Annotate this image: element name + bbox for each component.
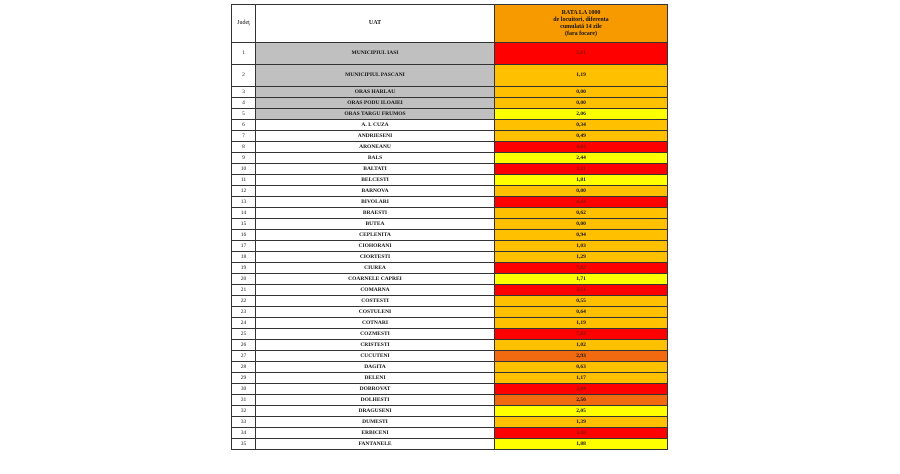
row-index: 33 [232, 417, 256, 428]
row-uat-name: BARNOVA [256, 186, 495, 197]
row-rate-value: 0,00 [495, 219, 668, 230]
row-rate-value: 0,00 [495, 186, 668, 197]
row-uat-name: CIUREA [256, 263, 495, 274]
table-row [232, 153, 668, 164]
row-rate-value: 3,84 [495, 384, 668, 395]
row-index: 12 [232, 186, 256, 197]
table-row [232, 230, 668, 241]
row-uat-name: BRAESTI [256, 208, 495, 219]
row-rate-value: 0,49 [495, 131, 668, 142]
row-rate-value: 4,43 [495, 197, 668, 208]
row-index: 31 [232, 395, 256, 406]
row-rate-value: 1,71 [495, 274, 668, 285]
table-row [232, 142, 668, 153]
row-uat-name: ORAS PODU ILOAIEI [256, 98, 495, 109]
row-rate-value: 7,82 [495, 263, 668, 274]
header-uat: UAT [256, 5, 495, 43]
table-row [232, 395, 668, 406]
row-index: 32 [232, 406, 256, 417]
row-index: 24 [232, 318, 256, 329]
row-index: 4 [232, 98, 256, 109]
row-rate-value: 2,56 [495, 395, 668, 406]
table-row [232, 428, 668, 439]
row-index: 1 [232, 43, 256, 65]
row-index: 19 [232, 263, 256, 274]
table-row [232, 164, 668, 175]
row-uat-name: COTNARI [256, 318, 495, 329]
table-row [232, 318, 668, 329]
row-index: 22 [232, 296, 256, 307]
row-rate-value: 0,62 [495, 208, 668, 219]
table-row [232, 362, 668, 373]
row-rate-value: 1,17 [495, 373, 668, 384]
row-uat-name: CRISTESTI [256, 340, 495, 351]
row-uat-name: MUNICIPIUL PASCANI [256, 65, 495, 87]
header-rate-line: cumulată 14 zile [560, 23, 602, 30]
row-uat-name: COMARNA [256, 285, 495, 296]
row-uat-name: ORAS HARLAU [256, 87, 495, 98]
row-index: 11 [232, 175, 256, 186]
table-row [232, 263, 668, 274]
row-uat-name: FANTANELE [256, 439, 495, 450]
row-uat-name: COARNELE CAPREI [256, 274, 495, 285]
table-row [232, 329, 668, 340]
row-rate-value: 7,82 [495, 329, 668, 340]
row-rate-value: 3,31 [495, 164, 668, 175]
row-uat-name: MUNICIPIUL IASI [256, 43, 495, 65]
row-index: 3 [232, 87, 256, 98]
row-index: 23 [232, 307, 256, 318]
row-rate-value: 0,94 [495, 230, 668, 241]
row-rate-value: 3,51 [495, 285, 668, 296]
row-rate-value: 2,44 [495, 153, 668, 164]
row-uat-name: ARONEANU [256, 142, 495, 153]
row-index: 2 [232, 65, 256, 87]
row-uat-name: COSTULENI [256, 307, 495, 318]
table-row [232, 65, 668, 87]
row-uat-name: DOLHESTI [256, 395, 495, 406]
table-row [232, 406, 668, 417]
row-uat-name: BALTATI [256, 164, 495, 175]
row-index: 15 [232, 219, 256, 230]
row-uat-name: CUCUTENI [256, 351, 495, 362]
row-uat-name: ORAS TARGU FRUMOS [256, 109, 495, 120]
row-index: 28 [232, 362, 256, 373]
row-rate-value: 3,18 [495, 428, 668, 439]
table-row [232, 197, 668, 208]
table-row [232, 340, 668, 351]
table-header-row [232, 5, 668, 43]
row-index: 5 [232, 109, 256, 120]
row-index: 17 [232, 241, 256, 252]
header-rate-line: de locuitori, diferenta [553, 16, 609, 23]
row-rate-value: 0,64 [495, 307, 668, 318]
table-row [232, 274, 668, 285]
row-index: 25 [232, 329, 256, 340]
table-row [232, 208, 668, 219]
row-index: 21 [232, 285, 256, 296]
row-uat-name: DELENI [256, 373, 495, 384]
rate-table [231, 4, 668, 450]
row-index: 34 [232, 428, 256, 439]
row-uat-name: COZMESTI [256, 329, 495, 340]
table-row [232, 384, 668, 395]
row-index: 16 [232, 230, 256, 241]
row-uat-name: A. I. CUZA [256, 120, 495, 131]
row-rate-value: 2,06 [495, 109, 668, 120]
header-rate [495, 5, 668, 43]
table-row [232, 186, 668, 197]
table-row [232, 131, 668, 142]
row-rate-value: 1,88 [495, 439, 668, 450]
row-index: 30 [232, 384, 256, 395]
row-index: 6 [232, 120, 256, 131]
table-row [232, 296, 668, 307]
row-index: 27 [232, 351, 256, 362]
header-rate-line: (fara focare) [564, 30, 598, 37]
row-uat-name: CIOHORANI [256, 241, 495, 252]
row-index: 26 [232, 340, 256, 351]
row-uat-name: ANDRIESENI [256, 131, 495, 142]
table-row [232, 439, 668, 450]
row-rate-value: 0,63 [495, 362, 668, 373]
row-rate-value: 1,81 [495, 175, 668, 186]
row-uat-name: CIORTESTI [256, 252, 495, 263]
row-uat-name: BALS [256, 153, 495, 164]
rate-table-sheet [231, 4, 667, 450]
table-row [232, 307, 668, 318]
row-index: 18 [232, 252, 256, 263]
table-row [232, 43, 668, 65]
row-rate-value: 2,05 [495, 406, 668, 417]
row-uat-name: BUTEA [256, 219, 495, 230]
table-row [232, 373, 668, 384]
table-row [232, 417, 668, 428]
row-rate-value: 1,03 [495, 241, 668, 252]
row-uat-name: BELCESTI [256, 175, 495, 186]
row-index: 9 [232, 153, 256, 164]
header-rate-line: RATA LA 1000 [561, 9, 601, 16]
table-body [232, 43, 668, 450]
table-row [232, 109, 668, 120]
row-rate-value: 0,00 [495, 98, 668, 109]
table-row [232, 285, 668, 296]
table-row [232, 87, 668, 98]
table-row [232, 252, 668, 263]
row-uat-name: DAGITA [256, 362, 495, 373]
row-uat-name: ERBICENI [256, 428, 495, 439]
row-uat-name: BIVOLARI [256, 197, 495, 208]
row-index: 10 [232, 164, 256, 175]
table-row [232, 175, 668, 186]
row-uat-name: COSTESTI [256, 296, 495, 307]
row-rate-value: 2,93 [495, 351, 668, 362]
row-rate-value: 0,34 [495, 120, 668, 131]
row-rate-value: 1,02 [495, 340, 668, 351]
row-index: 29 [232, 373, 256, 384]
table-row [232, 219, 668, 230]
row-uat-name: DUMESTI [256, 417, 495, 428]
row-rate-value: 1,19 [495, 65, 668, 87]
row-index: 20 [232, 274, 256, 285]
row-rate-value: 1,29 [495, 252, 668, 263]
table-row [232, 351, 668, 362]
row-index: 13 [232, 197, 256, 208]
header-index: Judeţ [232, 5, 256, 43]
row-index: 14 [232, 208, 256, 219]
table-row [232, 241, 668, 252]
row-rate-value: 5,61 [495, 43, 668, 65]
table-row [232, 98, 668, 109]
row-rate-value: 1,39 [495, 417, 668, 428]
row-rate-value: 4,03 [495, 142, 668, 153]
row-rate-value: 0,55 [495, 296, 668, 307]
row-uat-name: CEPLENITA [256, 230, 495, 241]
row-index: 35 [232, 439, 256, 450]
row-index: 7 [232, 131, 256, 142]
row-rate-value: 0,00 [495, 87, 668, 98]
row-uat-name: DRAGUSENI [256, 406, 495, 417]
row-rate-value: 1,19 [495, 318, 668, 329]
row-index: 8 [232, 142, 256, 153]
table-row [232, 120, 668, 131]
row-uat-name: DOBROVAT [256, 384, 495, 395]
